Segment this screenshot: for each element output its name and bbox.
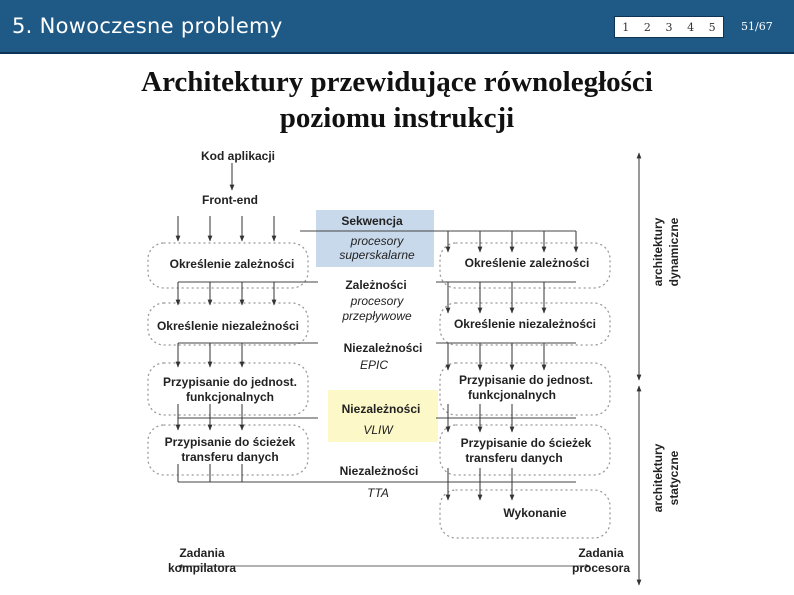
front-end-label: Front-end <box>202 193 258 207</box>
niezaleznosci-vliw-label: Niezależności <box>341 402 421 416</box>
zadania-kompilatora-1: Zadania <box>179 546 225 560</box>
zadania-kompilatora-2: kompilatora <box>167 561 237 575</box>
nav-item-3[interactable]: 3 <box>665 20 673 34</box>
wykonanie-label: Wykonanie <box>503 506 567 520</box>
niezaleznosci-epic-label: Niezależności <box>343 341 423 355</box>
superscalar-label-2: superskalarne <box>339 248 415 262</box>
nav-item-2[interactable]: 2 <box>643 20 651 34</box>
nav-item-4[interactable]: 4 <box>687 20 695 34</box>
left-przypisanie-sciezek-1: Przypisanie do ścieżek <box>164 435 296 449</box>
right-okreslenie-zaleznosci: Określenie zależności <box>464 256 590 270</box>
axis-dynamic-label-2: dynamiczne <box>667 217 681 287</box>
niezaleznosci-tta-label: Niezależności <box>339 464 419 478</box>
kod-aplikacji-label: Kod aplikacji <box>200 149 276 163</box>
left-przypisanie-sciezek-2: transferu danych <box>181 450 279 464</box>
superscalar-label-1: procesory <box>350 234 404 248</box>
cloud-right-sciezki <box>440 425 610 475</box>
dataflow-label-2: przepływowe <box>342 309 412 323</box>
nav-item-1[interactable]: 1 <box>622 20 630 34</box>
axis-static-label-2: statyczne <box>667 450 681 506</box>
page-counter: 51/67 <box>741 20 773 33</box>
right-przypisanie-sciezek-1: Przypisanie do ścieżek <box>460 436 592 450</box>
left-okreslenie-zaleznosci: Określenie zależności <box>169 257 295 271</box>
dataflow-label-1: procesory <box>350 294 404 308</box>
left-okreslenie-niezaleznosci: Określenie niezależności <box>156 319 300 333</box>
section-title: 5. Nowoczesne problemy <box>12 14 283 38</box>
axis-dynamic-label-1: architektury <box>651 217 665 287</box>
cloud-left-jednostki <box>148 363 308 415</box>
epic-label: EPIC <box>359 358 389 372</box>
left-przypisanie-jednostek-2: funkcjonalnych <box>185 390 275 404</box>
left-przypisanie-jednostek-1: Przypisanie do jednost. <box>162 375 298 389</box>
zadania-procesora-1: Zadania <box>578 546 624 560</box>
nav-item-5[interactable]: 5 <box>708 20 716 34</box>
vliw-label: VLIW <box>363 423 393 437</box>
right-przypisanie-sciezek-2: transferu danych <box>465 451 563 465</box>
slide-title-line-1: Architektury przewidujące równoległości <box>141 66 653 98</box>
sekwencja-label: Sekwencja <box>341 214 403 228</box>
zaleznosci-label: Zależności <box>345 278 407 292</box>
right-przypisanie-jednostek-2: funkcjonalnych <box>467 388 557 402</box>
right-przypisanie-jednostek-1: Przypisanie do jednost. <box>458 373 594 387</box>
zadania-procesora-2: procesora <box>571 561 631 575</box>
tta-label: TTA <box>367 486 389 500</box>
slide-title-line-2: poziomu instrukcji <box>279 102 515 134</box>
right-okreslenie-niezaleznosci: Określenie niezależności <box>453 317 597 331</box>
axis-static-label-1: architektury <box>651 443 665 513</box>
